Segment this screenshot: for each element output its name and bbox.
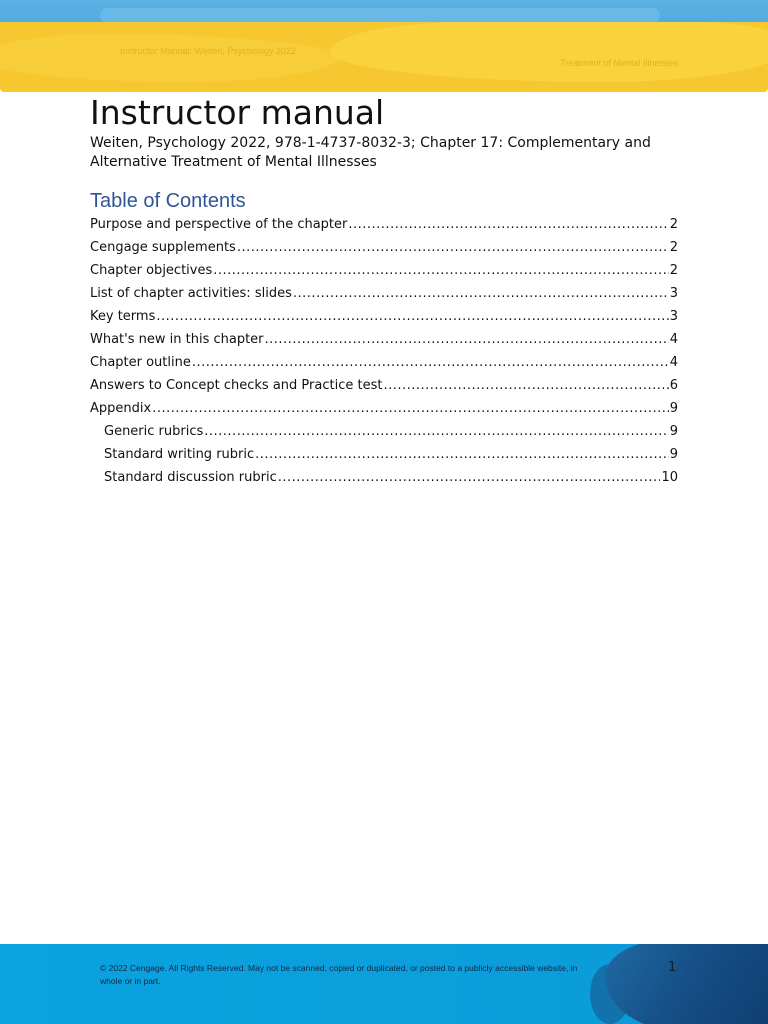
- toc-dot-leader: [204, 420, 668, 443]
- toc-entry[interactable]: [90, 420, 678, 443]
- toc-entry-label: What's new in this chapter: [90, 332, 264, 347]
- toc-entry-label: Answers to Concept checks and Practice test: [90, 378, 383, 393]
- toc-entry-label: Chapter objectives: [90, 263, 213, 278]
- toc-entry-label: List of chapter activities: slides: [90, 286, 292, 301]
- footer-copyright: © 2022 Cengage. All Rights Reserved. May not be scanned, copied or duplicated, or posted to a publicly accessible website, in whole or in part.: [100, 963, 578, 986]
- toc-entry-page: 2: [669, 263, 678, 278]
- toc-entry-page: 9: [669, 447, 678, 462]
- page-footer: [0, 944, 768, 1024]
- toc-entry-label: Cengage supplements: [90, 240, 236, 255]
- toc-entry[interactable]: [90, 374, 678, 397]
- toc-heading: Table of Contents: [90, 190, 246, 212]
- toc-entry-label: Chapter outline: [90, 355, 191, 370]
- toc-entry-page: 3: [669, 286, 678, 301]
- toc-entry[interactable]: [90, 397, 678, 420]
- toc-entry[interactable]: [90, 305, 678, 328]
- toc-entry-page: 6: [669, 378, 678, 393]
- header-left-text: Instructor Manual: Weiten, Psychology 2022: [120, 46, 296, 56]
- toc-entry-page: 4: [669, 355, 678, 370]
- toc-dot-leader: [213, 259, 668, 282]
- document-subtitle: Weiten, Psychology 2022, 978-1-4737-8032-3; Chapter 17: Complementary and Alternative Treatment of Mental Illnesses: [90, 135, 651, 170]
- toc-dot-leader: [348, 213, 668, 236]
- toc-dot-leader: [152, 397, 669, 420]
- toc-entry[interactable]: [90, 213, 678, 236]
- toc-entry[interactable]: [90, 259, 678, 282]
- toc-list: [90, 213, 678, 489]
- toc-entry-label: Appendix: [90, 401, 152, 416]
- page-header: [0, 0, 768, 92]
- toc-entry-label: Purpose and perspective of the chapter: [90, 217, 348, 232]
- toc-entry[interactable]: [90, 236, 678, 259]
- header-right-text: Treatment of Mental Illnesses: [560, 58, 678, 68]
- toc-dot-leader: [156, 305, 668, 328]
- toc-entry-page: 10: [661, 470, 678, 485]
- toc-entry[interactable]: [90, 351, 678, 374]
- document-title: Instructor manual: [90, 93, 385, 132]
- toc-dot-leader: [278, 466, 661, 489]
- toc-entry[interactable]: [90, 443, 678, 466]
- toc-dot-leader: [265, 328, 669, 351]
- toc-dot-leader: [293, 282, 669, 305]
- toc-dot-leader: [255, 443, 669, 466]
- toc-entry[interactable]: [90, 282, 678, 305]
- toc-entry-label: Standard writing rubric: [104, 447, 255, 462]
- toc-entry-page: 2: [669, 217, 678, 232]
- toc-entry-page: 9: [669, 424, 678, 439]
- toc-dot-leader: [192, 351, 669, 374]
- toc-entry[interactable]: [90, 328, 678, 351]
- toc-entry-label: Generic rubrics: [104, 424, 204, 439]
- footer-page-number: 1: [668, 960, 677, 975]
- toc-entry-label: Standard discussion rubric: [104, 470, 277, 485]
- toc-dot-leader: [237, 236, 669, 259]
- toc-entry-page: 9: [669, 401, 678, 416]
- toc-entry-page: 2: [669, 240, 678, 255]
- toc-entry-page: 3: [669, 309, 678, 324]
- toc-entry[interactable]: [90, 466, 678, 489]
- toc-entry-page: 4: [669, 332, 678, 347]
- footer-dark-blob: [605, 944, 768, 1024]
- toc-dot-leader: [383, 374, 668, 397]
- toc-entry-label: Key terms: [90, 309, 156, 324]
